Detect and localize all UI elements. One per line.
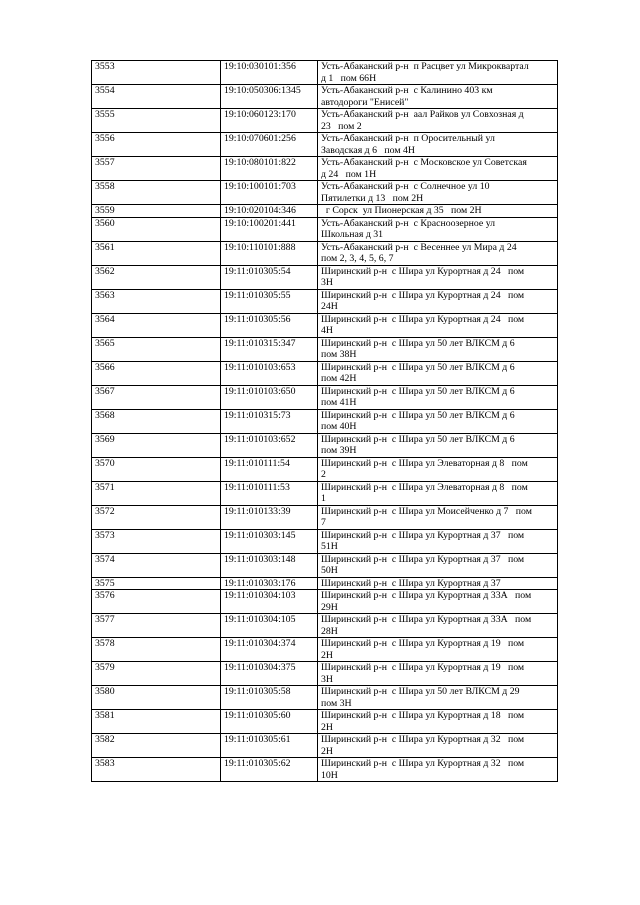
cadastral-number-cell: 19:11:010315:347 bbox=[221, 337, 318, 361]
table-row bbox=[92, 313, 558, 337]
address-cell bbox=[318, 529, 558, 553]
address-cell bbox=[318, 553, 558, 577]
row-number-cell: 3563 bbox=[92, 289, 221, 313]
address-cell bbox=[318, 241, 558, 265]
table-row bbox=[92, 157, 558, 181]
row-number-cell: 3568 bbox=[92, 409, 221, 433]
cadastral-number-cell: 19:11:010111:53 bbox=[221, 481, 318, 505]
address-cell bbox=[318, 85, 558, 109]
table-row bbox=[92, 457, 558, 481]
address-cell bbox=[318, 686, 558, 710]
cadastral-number-cell: 19:11:010305:62 bbox=[221, 758, 318, 782]
address-cell bbox=[318, 505, 558, 529]
table-row bbox=[92, 265, 558, 289]
address-cell bbox=[318, 133, 558, 157]
table-row bbox=[92, 181, 558, 205]
table-row bbox=[92, 686, 558, 710]
address-line-1: Усть-Абаканский р-н с Красноозерное ул bbox=[321, 217, 496, 229]
row-number-cell: 3578 bbox=[92, 638, 221, 662]
table-row bbox=[92, 577, 558, 590]
address-line-1: Ширинский р-н с Шира ул Курортная д 24 пом bbox=[321, 313, 525, 325]
address-line-2: автодороги "Енисей" bbox=[321, 96, 409, 108]
row-number-cell: 3580 bbox=[92, 686, 221, 710]
row-number-cell: 3565 bbox=[92, 337, 221, 361]
row-number-cell: 3556 bbox=[92, 133, 221, 157]
address-line-1: Ширинский р-н с Шира ул 50 лет ВЛКСМ д 6 bbox=[321, 361, 515, 373]
address-cell bbox=[318, 313, 558, 337]
row-number-cell: 3566 bbox=[92, 361, 221, 385]
row-number-cell: 3557 bbox=[92, 157, 221, 181]
cadastral-number-cell: 19:11:010103:652 bbox=[221, 433, 318, 457]
row-number-cell: 3570 bbox=[92, 457, 221, 481]
address-cell bbox=[318, 217, 558, 241]
address-line-1: Ширинский р-н с Шира ул Курортная д 19 пом bbox=[321, 662, 525, 673]
address-cell bbox=[318, 361, 558, 385]
address-cell bbox=[318, 289, 558, 313]
cadastral-number-cell: 19:10:110101:888 bbox=[221, 241, 318, 265]
row-number-cell: 3564 bbox=[92, 313, 221, 337]
address-line-2: пом 42Н bbox=[321, 373, 357, 384]
address-line-2: пом 2, 3, 4, 5, 6, 7 bbox=[321, 253, 394, 264]
address-line-2: д 1 пом 66Н bbox=[321, 72, 377, 84]
address-line-2: 51Н bbox=[321, 541, 338, 552]
row-number-cell: 3583 bbox=[92, 758, 221, 782]
address-cell bbox=[318, 638, 558, 662]
address-line-1: г Сорск ул Пионерская д 35 пом 2Н bbox=[321, 205, 482, 216]
table-row bbox=[92, 61, 558, 85]
table-row bbox=[92, 409, 558, 433]
table-row bbox=[92, 205, 558, 218]
cadastral-number-cell: 19:10:100101:703 bbox=[221, 181, 318, 205]
cadastral-number-cell: 19:11:010103:650 bbox=[221, 385, 318, 409]
address-line-2: пом 38Н bbox=[321, 349, 357, 360]
table-row bbox=[92, 385, 558, 409]
cadastral-number-cell: 19:11:010103:653 bbox=[221, 361, 318, 385]
address-cell bbox=[318, 61, 558, 85]
address-line-1: Ширинский р-н с Шира ул Элеваторная д 8 пом bbox=[321, 457, 528, 469]
address-line-2: 23 пом 2 bbox=[321, 120, 362, 132]
table-row bbox=[92, 529, 558, 553]
address-line-1: Ширинский р-н с Шира ул 50 лет ВЛКСМ д 6 bbox=[321, 337, 515, 349]
address-cell bbox=[318, 181, 558, 205]
cadastral-number-cell: 19:10:030101:356 bbox=[221, 61, 318, 85]
address-line-2: 50Н bbox=[321, 565, 338, 576]
table-row bbox=[92, 553, 558, 577]
address-line-1: Ширинский р-н с Шира ул 50 лет ВЛКСМ д 6 bbox=[321, 385, 515, 397]
address-line-2: 4Н bbox=[321, 325, 333, 336]
row-number-cell: 3561 bbox=[92, 241, 221, 265]
address-line-1: Ширинский р-н с Шира ул Курортная д 24 пом bbox=[321, 265, 525, 277]
address-line-2: 7 bbox=[321, 517, 326, 528]
cadastral-number-cell: 19:10:020104:346 bbox=[221, 205, 318, 218]
address-line-1: Ширинский р-н с Шира ул Курортная д 37 пом bbox=[321, 529, 525, 541]
address-cell bbox=[318, 481, 558, 505]
row-number-cell: 3571 bbox=[92, 481, 221, 505]
address-line-1: Усть-Абаканский р-н п Расцвет ул Микроквартал bbox=[321, 61, 529, 72]
table-row bbox=[92, 710, 558, 734]
table-row bbox=[92, 638, 558, 662]
table-row bbox=[92, 433, 558, 457]
cadastral-number-cell: 19:11:010304:374 bbox=[221, 638, 318, 662]
address-line-1: Ширинский р-н с Шира ул Курортная д 19 пом bbox=[321, 638, 525, 649]
row-number-cell: 3558 bbox=[92, 181, 221, 205]
address-line-2: 2Н bbox=[321, 745, 333, 757]
cadastral-number-cell: 19:10:060123:170 bbox=[221, 109, 318, 133]
cadastral-number-cell: 19:11:010305:55 bbox=[221, 289, 318, 313]
cadastral-number-cell: 19:11:010305:60 bbox=[221, 710, 318, 734]
cadastral-number-cell: 19:10:070601:256 bbox=[221, 133, 318, 157]
address-line-2: 29Н bbox=[321, 601, 338, 613]
address-line-2: Пятилетки д 13 пом 2Н bbox=[321, 192, 424, 204]
address-line-1: Усть-Абаканский р-н с Весеннее ул Мира д 24 bbox=[321, 241, 517, 253]
address-line-1: Ширинский р-н с Шира ул Курортная д 37 пом bbox=[321, 553, 525, 565]
row-number-cell: 3577 bbox=[92, 614, 221, 638]
row-number-cell: 3582 bbox=[92, 734, 221, 758]
table-row bbox=[92, 361, 558, 385]
address-line-2: 10Н bbox=[321, 769, 338, 781]
table-row bbox=[92, 590, 558, 614]
address-cell bbox=[318, 577, 558, 590]
cadastral-number-cell: 19:10:080101:822 bbox=[221, 157, 318, 181]
address-line-1: Усть-Абаканский р-н с Калинино 403 км bbox=[321, 85, 493, 96]
address-line-2: пом 3Н bbox=[321, 697, 352, 709]
address-line-2: пом 40Н bbox=[321, 421, 357, 432]
address-line-1: Ширинский р-н с Шира ул Курортная д 37 bbox=[321, 577, 501, 589]
address-line-1: Ширинский р-н с Шира ул Курортная д 18 пом bbox=[321, 710, 525, 721]
address-line-2: пом 39Н bbox=[321, 445, 357, 456]
cadastral-number-cell: 19:11:010305:54 bbox=[221, 265, 318, 289]
table-row bbox=[92, 505, 558, 529]
table-row bbox=[92, 337, 558, 361]
address-line-1: Усть-Абаканский р-н п Оросительный ул bbox=[321, 133, 495, 144]
address-line-1: Ширинский р-н с Шира ул Курортная д 33А пом bbox=[321, 590, 532, 601]
row-number-cell: 3555 bbox=[92, 109, 221, 133]
row-number-cell: 3569 bbox=[92, 433, 221, 457]
address-cell bbox=[318, 109, 558, 133]
row-number-cell: 3575 bbox=[92, 577, 221, 590]
row-number-cell: 3560 bbox=[92, 217, 221, 241]
cadastral-number-cell: 19:11:010304:103 bbox=[221, 590, 318, 614]
cadastral-number-cell: 19:11:010315:73 bbox=[221, 409, 318, 433]
row-number-cell: 3573 bbox=[92, 529, 221, 553]
address-line-1: Усть-Абаканский р-н с Московское ул Советская bbox=[321, 157, 527, 168]
cadastral-number-cell: 19:10:100201:441 bbox=[221, 217, 318, 241]
row-number-cell: 3572 bbox=[92, 505, 221, 529]
cadastral-number-cell: 19:11:010303:148 bbox=[221, 553, 318, 577]
row-number-cell: 3553 bbox=[92, 61, 221, 85]
address-line-2: 2Н bbox=[321, 649, 333, 661]
address-line-2: 2Н bbox=[321, 721, 333, 733]
address-line-1: Ширинский р-н с Шира ул 50 лет ВЛКСМ д 6 bbox=[321, 433, 515, 445]
row-number-cell: 3581 bbox=[92, 710, 221, 734]
address-cell bbox=[318, 662, 558, 686]
address-line-1: Усть-Абаканский р-н аал Райков ул Совхозная д bbox=[321, 109, 524, 120]
address-cell bbox=[318, 614, 558, 638]
cadastral-number-cell: 19:11:010133:39 bbox=[221, 505, 318, 529]
registry-table-body bbox=[92, 61, 558, 782]
cadastral-number-cell: 19:10:050306:1345 bbox=[221, 85, 318, 109]
address-cell bbox=[318, 710, 558, 734]
address-cell bbox=[318, 385, 558, 409]
address-line-1: Ширинский р-н с Шира ул Курортная д 33А пом bbox=[321, 614, 532, 625]
address-line-1: Ширинский р-н с Шира ул Курортная д 24 пом bbox=[321, 289, 525, 301]
row-number-cell: 3574 bbox=[92, 553, 221, 577]
address-cell bbox=[318, 337, 558, 361]
address-line-1: Усть-Абаканский р-н с Солнечное ул 10 bbox=[321, 181, 490, 192]
table-row bbox=[92, 85, 558, 109]
address-line-2: д 24 пом 1Н bbox=[321, 168, 377, 180]
address-line-2: 24Н bbox=[321, 301, 338, 312]
row-number-cell: 3567 bbox=[92, 385, 221, 409]
address-cell bbox=[318, 157, 558, 181]
table-row bbox=[92, 109, 558, 133]
table-row bbox=[92, 662, 558, 686]
row-number-cell: 3562 bbox=[92, 265, 221, 289]
row-number-cell: 3576 bbox=[92, 590, 221, 614]
address-cell bbox=[318, 433, 558, 457]
table-row bbox=[92, 241, 558, 265]
row-number-cell: 3554 bbox=[92, 85, 221, 109]
table-row bbox=[92, 758, 558, 782]
address-line-2: 3Н bbox=[321, 673, 333, 685]
table-row bbox=[92, 217, 558, 241]
address-cell bbox=[318, 590, 558, 614]
address-line-1: Ширинский р-н с Шира ул Элеваторная д 8 пом bbox=[321, 481, 528, 493]
address-line-2: 1 bbox=[321, 493, 326, 504]
cadastral-number-cell: 19:11:010305:58 bbox=[221, 686, 318, 710]
address-cell bbox=[318, 734, 558, 758]
table-row bbox=[92, 614, 558, 638]
address-line-2: Школьная д 31 bbox=[321, 229, 384, 240]
address-line-2: 3Н bbox=[321, 277, 333, 288]
table-row bbox=[92, 734, 558, 758]
row-number-cell: 3579 bbox=[92, 662, 221, 686]
cadastral-number-cell: 19:11:010305:56 bbox=[221, 313, 318, 337]
row-number-cell: 3559 bbox=[92, 205, 221, 218]
table-row bbox=[92, 289, 558, 313]
address-line-2: 28Н bbox=[321, 625, 338, 637]
cadastral-number-cell: 19:11:010111:54 bbox=[221, 457, 318, 481]
cadastral-number-cell: 19:11:010304:375 bbox=[221, 662, 318, 686]
address-line-2: Заводская д 6 пом 4Н bbox=[321, 144, 415, 156]
registry-table bbox=[91, 60, 558, 782]
address-cell bbox=[318, 409, 558, 433]
address-line-1: Ширинский р-н с Шира ул 50 лет ВЛКСМ д 6 bbox=[321, 409, 515, 421]
address-line-2: 2 bbox=[321, 469, 326, 480]
address-line-1: Ширинский р-н с Шира ул Курортная д 32 пом bbox=[321, 734, 525, 745]
address-cell bbox=[318, 265, 558, 289]
address-cell bbox=[318, 457, 558, 481]
cadastral-number-cell: 19:11:010303:176 bbox=[221, 577, 318, 590]
cadastral-number-cell: 19:11:010304:105 bbox=[221, 614, 318, 638]
cadastral-number-cell: 19:11:010303:145 bbox=[221, 529, 318, 553]
cadastral-number-cell: 19:11:010305:61 bbox=[221, 734, 318, 758]
address-cell bbox=[318, 758, 558, 782]
table-row bbox=[92, 133, 558, 157]
table-row bbox=[92, 481, 558, 505]
address-line-1: Ширинский р-н с Шира ул Курортная д 32 пом bbox=[321, 758, 525, 769]
address-line-1: Ширинский р-н с Шира ул 50 лет ВЛКСМ д 29 bbox=[321, 686, 520, 697]
address-line-2: пом 41Н bbox=[321, 397, 357, 408]
address-cell bbox=[318, 205, 558, 218]
address-line-1: Ширинский р-н с Шира ул Моисейченко д 7 пом bbox=[321, 505, 532, 517]
